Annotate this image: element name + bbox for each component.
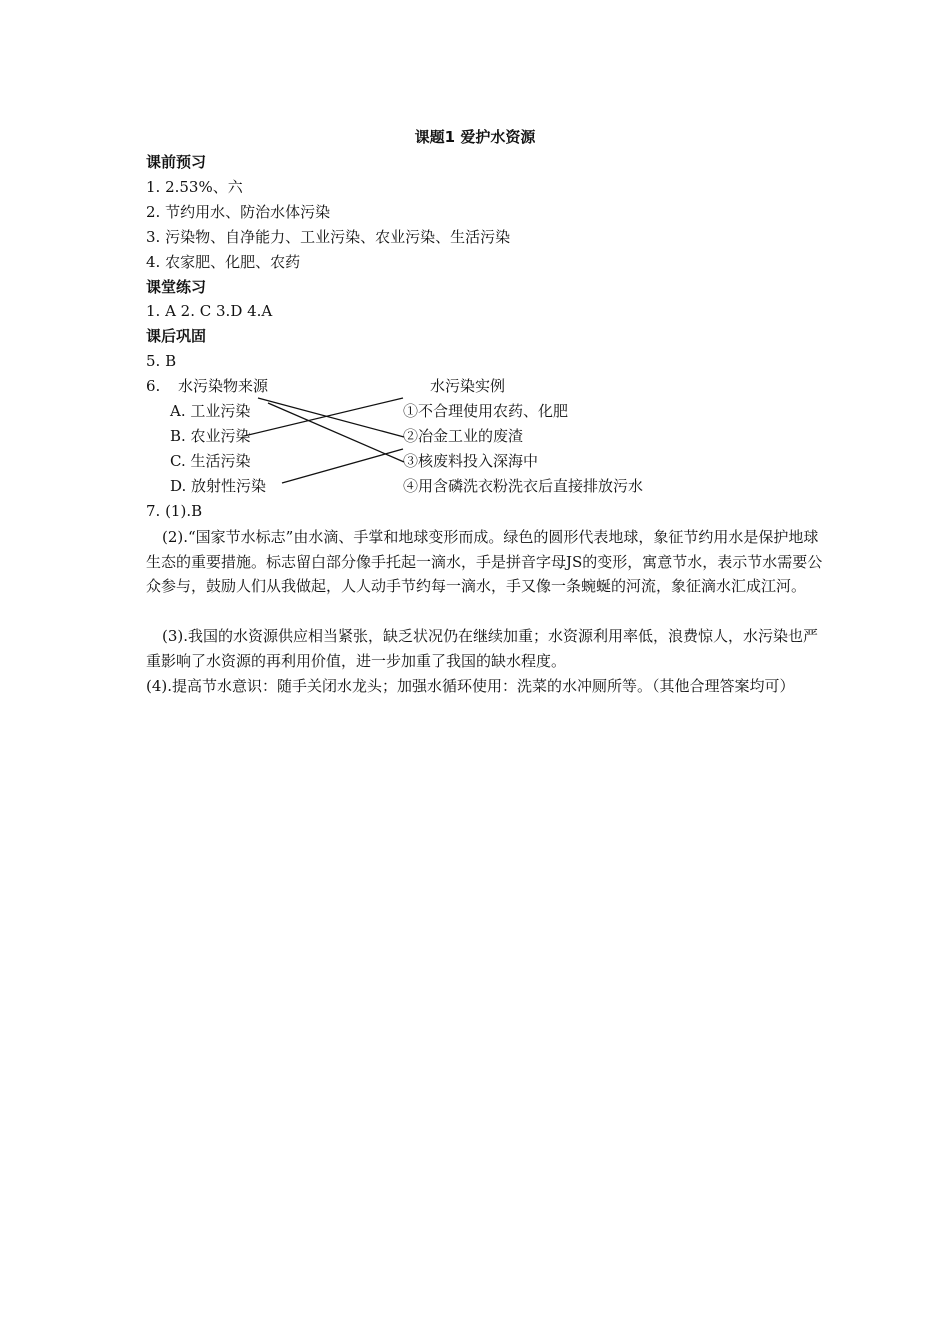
preview-heading: 课前预习 xyxy=(146,153,207,171)
match-line-d xyxy=(282,449,403,483)
classroom-answers: 1. A 2. C 3.D 4.A xyxy=(146,302,273,320)
q6-right-1: ①不合理使用农药、化肥 xyxy=(403,402,569,420)
preview-item-2: 2. 节约用水、防治水体污染 xyxy=(146,203,331,221)
q6-label: 6. xyxy=(146,377,161,395)
q6-left-b: B. 农业污染 xyxy=(170,427,251,445)
q6-right-3: ③核废料投入深海中 xyxy=(403,452,539,470)
q5-answer: 5. B xyxy=(146,352,177,370)
classroom-heading: 课堂练习 xyxy=(146,278,207,296)
q6-right-2: ②冶金工业的废渣 xyxy=(403,427,524,445)
preview-item-4: 4. 农家肥、化肥、农药 xyxy=(146,253,301,271)
after-heading: 课后巩固 xyxy=(146,327,207,345)
q6-left-c: C. 生活污染 xyxy=(170,452,251,470)
q6-right-4: ④用含磷洗衣粉洗衣后直接排放污水 xyxy=(403,477,644,495)
q6-left-header: 水污染物来源 xyxy=(178,377,269,395)
q6-right-header: 水污染实例 xyxy=(430,377,506,395)
q7-part3: (3).我国的水资源供应相当紧张，缺乏状况仍在继续加重；水资源利用率低，浪费惊人，水污染也严重影响了水资源的再利用价值，进一步加重了我国的缺水程度。 xyxy=(146,627,819,670)
q6-left-d: D. 放射性污染 xyxy=(170,477,267,495)
preview-item-3: 3. 污染物、自净能力、工业污染、农业污染、生活污染 xyxy=(146,228,511,246)
preview-item-1: 1. 2.53%、六 xyxy=(146,178,243,196)
match-line-c xyxy=(268,403,404,462)
page-title: 课题1 爱护水资源 xyxy=(414,128,536,146)
q6-left-a: A. 工业污染 xyxy=(170,402,251,420)
match-line-a xyxy=(258,398,404,437)
q7-part2: (2).“国家节水标志”由水滴、手掌和地球变形而成。绿色的圆形代表地球，象征节约用水是保护地球生态的重要措施。标志留白部分像手托起一滴水，手是拼音字母JS的变形，寓意节水，表示节水需要公众参与，鼓励人们从我做起，人人动手节约每一滴水，手又像一条蜿蜒的河流，象征滴水汇成江河。 xyxy=(146,528,823,595)
q7-part4: (4).提高节水意识：随手关闭水龙头；加强水循环使用：洗菜的水冲厕所等。（其他合理答案均可） xyxy=(146,677,795,695)
q7-part1: 7. (1).B xyxy=(146,502,203,520)
